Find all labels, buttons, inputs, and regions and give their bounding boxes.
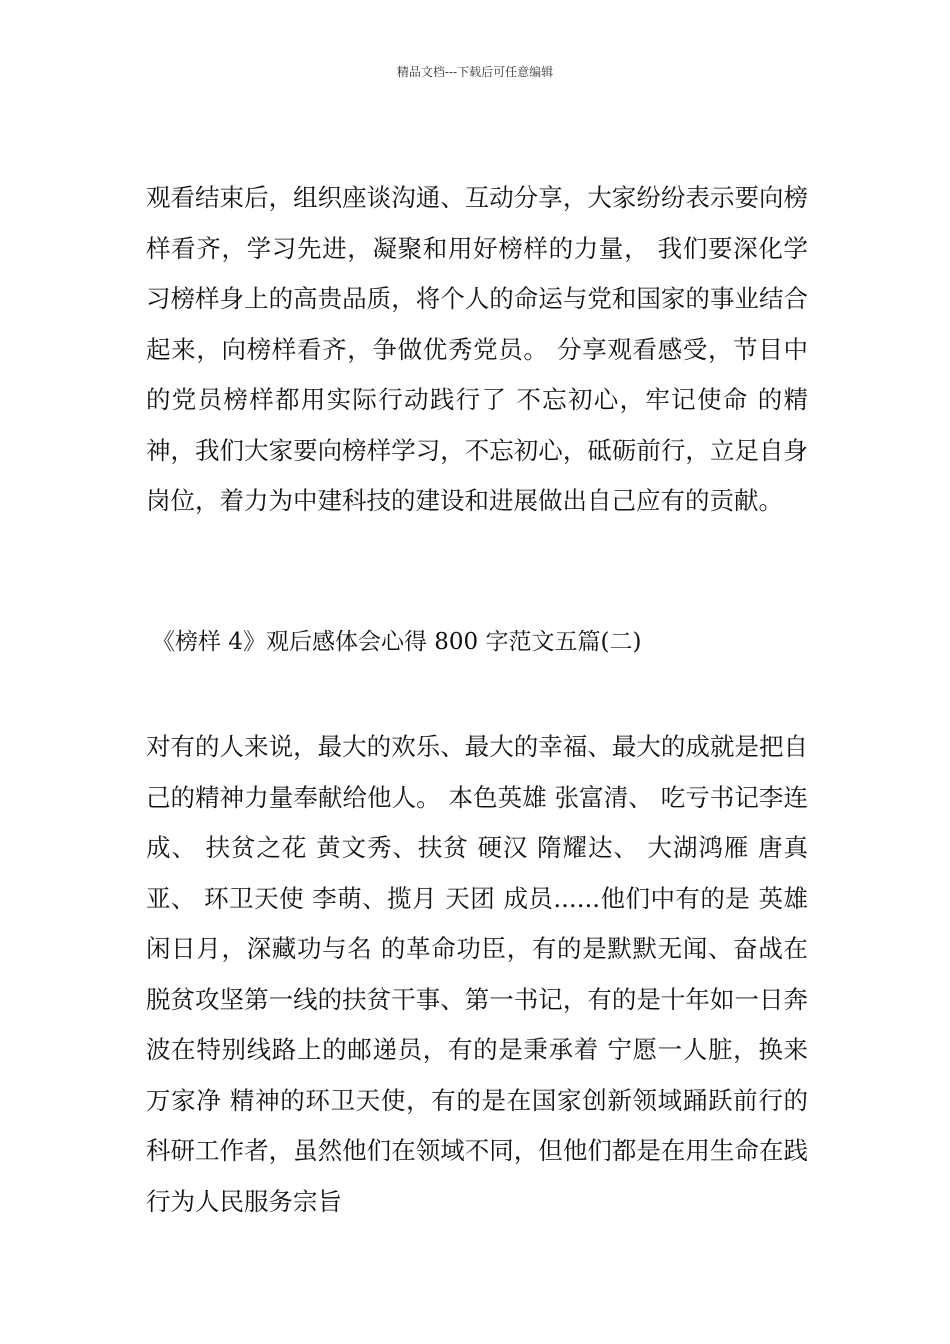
- document-header: 精品文档---下载后可任意编辑: [396, 65, 554, 79]
- paragraph-1: 观看结束后，组织座谈沟通、互动分享，大家纷纷表示要向榜样看齐，学习先进，凝聚和用好榜样的力量， 我们要深化学习榜样身上的高贵品质，将个人的命运与党和国家的事业结合起来，向榜样看齐，争做优秀党员。 分享观看感受，节目中的党员榜样都用实际行动践行了 不忘初心，牢记使命 的精神，我们大家要向榜样学习，不忘初心，砥砺前行，立足自身岗位，着力为中建科技的建设和进展做出自己应有的贡献。: [146, 183, 808, 515]
- paragraph-2: 对有的人来说，最大的欢乐、最大的幸福、最大的成就是把自己的精神力量奉献给他人。 本色英雄 张富清、 吃亏书记李连成、 扶贫之花 黄文秀、扶贫 硬汉 隋耀达、 大湖鸿雁 唐真亚、 环卫天使 李萌、揽月 天团 成员......他们中有的是 英雄闲日月，深藏功与名 的革命功臣，有的是默默无闻、奋战在脱贫攻坚第一线的扶贫干事、第一书记，有的是十年如一日奔波在特别线路上的邮递员，有的是秉承着 宁愿一人脏，换来万家净 精神的环卫天使，有的是在国家创新领域踊跃前行的科研工作者，虽然他们在领域不同，但他们都是在用生命在践行为人民服务宗旨: [146, 732, 808, 1216]
- section-heading: 《榜样 4》观后感体会心得 800 字范文五篇(二): [152, 629, 642, 655]
